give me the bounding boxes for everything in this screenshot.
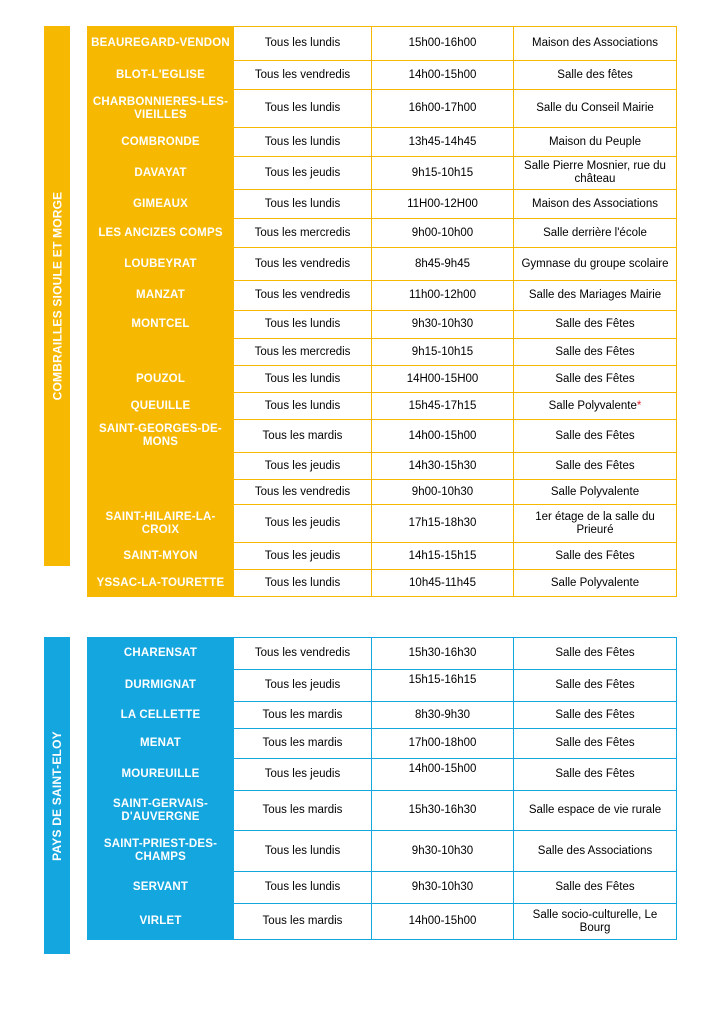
day-cell <box>234 366 372 393</box>
table-row <box>88 729 677 759</box>
day-text: Tous les mardis <box>262 429 343 442</box>
time-text: 14h30-15h30 <box>408 459 477 472</box>
time-cell <box>372 190 514 219</box>
divider-strip <box>70 637 87 954</box>
commune-cell <box>88 128 234 157</box>
time-cell <box>372 759 514 791</box>
table-row <box>88 420 677 453</box>
table-row <box>88 453 677 480</box>
time-cell <box>372 791 514 831</box>
time-text: 9h00-10h30 <box>411 485 474 498</box>
place-cell <box>514 570 677 597</box>
commune-cell <box>88 791 234 831</box>
region-label-combrailles <box>44 26 70 566</box>
commune-cell <box>88 638 234 670</box>
commune-text: COMBRONDE <box>121 135 200 148</box>
day-cell <box>234 904 372 940</box>
day-text: Tous les jeudis <box>264 679 341 691</box>
time-cell <box>372 729 514 759</box>
day-cell <box>234 670 372 702</box>
time-cell <box>372 453 514 480</box>
commune-cell <box>88 190 234 219</box>
place-text: Salle des Fêtes <box>555 679 635 691</box>
place-text: Salle espace de vie rurale <box>528 804 662 816</box>
region-label-saint-eloy <box>44 637 70 954</box>
place-text: Maison des Associations <box>532 197 658 210</box>
time-text: 14h00-15h00 <box>408 68 477 81</box>
table-row <box>88 281 677 311</box>
time-text: 9h30-10h30 <box>411 318 474 330</box>
place-text: Salle des Fêtes <box>555 737 635 749</box>
day-cell <box>234 420 372 453</box>
place-cell <box>514 157 677 190</box>
place-text: Salle des Fêtes <box>555 429 635 442</box>
commune-text: MENAT <box>139 737 182 749</box>
table-row <box>88 570 677 597</box>
place-cell <box>514 759 677 791</box>
day-text: Tous les mercredis <box>254 345 351 358</box>
place-cell <box>514 791 677 831</box>
time-text: 15h30-16h30 <box>408 804 477 816</box>
commune-cell <box>88 420 234 453</box>
time-cell <box>372 480 514 505</box>
table-row <box>88 311 677 339</box>
place-text: Salle du Conseil Mairie <box>536 102 654 114</box>
commune-text: LOUBEYRAT <box>124 257 197 270</box>
day-text: Tous les vendredis <box>254 289 351 301</box>
time-cell <box>372 543 514 570</box>
table-row <box>88 248 677 281</box>
place-cell <box>514 366 677 393</box>
place-text: Salle Polyvalente <box>548 399 637 412</box>
commune-cell <box>88 872 234 904</box>
place-cell <box>514 831 677 872</box>
place-text: Salle des Fêtes <box>555 345 635 358</box>
time-cell <box>372 157 514 190</box>
place-cell <box>514 219 677 248</box>
divider-strip <box>70 26 87 566</box>
table-row <box>88 759 677 791</box>
time-text: 11h00-12h00 <box>409 289 476 301</box>
day-cell <box>234 128 372 157</box>
place-cell <box>514 248 677 281</box>
commune-text: CHARENSAT <box>123 647 198 659</box>
schedule-table-saint-eloy <box>87 637 677 940</box>
day-cell <box>234 480 372 505</box>
time-text: 11H00-12H00 <box>407 197 478 210</box>
commune-cell <box>88 219 234 248</box>
day-text: Tous les mercredis <box>254 226 351 239</box>
place-cell <box>514 190 677 219</box>
day-cell <box>234 831 372 872</box>
place-text: Maison des Associations <box>532 37 658 49</box>
time-cell <box>372 311 514 339</box>
commune-cell <box>88 543 234 570</box>
time-text: 9h00-10h00 <box>411 226 474 239</box>
commune-text: SAINT-GEORGES-DE-MONS <box>99 423 222 448</box>
table-row <box>88 872 677 904</box>
commune-text: SAINT-MYON <box>123 549 198 562</box>
table-row <box>88 90 677 128</box>
commune-text: BEAUREGARD-VENDON <box>91 37 230 49</box>
place-cell <box>514 872 677 904</box>
time-text: 8h30-9h30 <box>415 708 470 721</box>
day-cell <box>234 570 372 597</box>
time-text: 14H00-15H00 <box>406 372 479 385</box>
day-text: Tous les lundis <box>264 102 341 114</box>
table-row <box>88 904 677 940</box>
day-cell <box>234 729 372 759</box>
place-cell <box>514 61 677 90</box>
day-cell <box>234 281 372 311</box>
commune-text: LES ANCIZES COMPS <box>98 226 223 239</box>
day-cell <box>234 791 372 831</box>
time-cell <box>372 570 514 597</box>
commune-cell <box>88 311 234 339</box>
place-text: Salle des Fêtes <box>555 318 635 330</box>
place-text: Salle Polyvalente <box>550 576 640 589</box>
commune-cell <box>88 570 234 597</box>
time-cell <box>372 831 514 872</box>
time-text: 10h45-11h45 <box>409 576 476 589</box>
place-text: Salle Pierre Mosnier, rue du château <box>524 160 666 185</box>
commune-cell <box>88 831 234 872</box>
day-text: Tous les lundis <box>264 576 341 589</box>
day-cell <box>234 311 372 339</box>
time-cell <box>372 61 514 90</box>
day-text: Tous les lundis <box>264 135 341 148</box>
time-cell <box>372 638 514 670</box>
time-text: 15h00-16h00 <box>408 37 477 49</box>
commune-text: SAINT-PRIEST-DES-CHAMPS <box>103 838 218 863</box>
time-cell <box>372 90 514 128</box>
time-text: 15h30-16h30 <box>408 647 477 659</box>
commune-text: SERVANT <box>132 881 189 893</box>
time-text: 8h45-9h45 <box>415 257 470 270</box>
day-cell <box>234 453 372 480</box>
time-cell <box>372 393 514 420</box>
day-text: Tous les lundis <box>264 372 341 385</box>
place-text: Salle socio-culturelle, Le Bourg <box>532 908 658 934</box>
place-text: Maison du Peuple <box>548 135 642 148</box>
place-cell <box>514 453 677 480</box>
day-cell <box>234 90 372 128</box>
place-text: Salle des fêtes <box>557 68 633 81</box>
day-text: Tous les mardis <box>262 708 343 721</box>
commune-cell <box>88 366 234 393</box>
time-cell <box>372 219 514 248</box>
time-cell <box>372 872 514 904</box>
commune-cell <box>88 480 234 505</box>
time-cell <box>372 505 514 543</box>
place-cell <box>514 128 677 157</box>
commune-text: POUZOL <box>135 372 186 385</box>
schedule-table-body <box>88 638 677 940</box>
commune-cell <box>88 453 234 480</box>
day-cell <box>234 219 372 248</box>
time-cell <box>372 281 514 311</box>
table-row <box>88 480 677 505</box>
place-cell <box>514 670 677 702</box>
commune-text: VIRLET <box>139 915 182 927</box>
place-text: Salle des Fêtes <box>555 459 635 472</box>
table-row <box>88 543 677 570</box>
time-cell <box>372 702 514 729</box>
table-row <box>88 219 677 248</box>
time-text: 9h15-10h15 <box>411 166 474 179</box>
day-cell <box>234 190 372 219</box>
time-text: 9h30-10h30 <box>411 844 474 857</box>
place-cell <box>514 480 677 505</box>
time-cell <box>372 670 514 702</box>
table-row <box>88 831 677 872</box>
time-cell <box>372 904 514 940</box>
commune-text: MOUREUILLE <box>121 768 200 780</box>
commune-cell <box>88 759 234 791</box>
commune-cell <box>88 702 234 729</box>
place-text: Salle des Associations <box>537 844 653 857</box>
place-cell <box>514 420 677 453</box>
time-text: 14h00-15h00 <box>408 915 477 927</box>
day-text: Tous les vendredis <box>254 485 351 498</box>
table-row <box>88 27 677 61</box>
table-row <box>88 670 677 702</box>
table-row <box>88 190 677 219</box>
day-text: Tous les lundis <box>264 844 341 857</box>
place-text: Salle Polyvalente <box>550 485 640 498</box>
day-text: Tous les lundis <box>264 37 341 49</box>
commune-text: CHARBONNIERES-LES-VIEILLES <box>92 95 229 121</box>
place-cell <box>514 638 677 670</box>
table-row <box>88 61 677 90</box>
commune-cell <box>88 61 234 90</box>
commune-text: SAINT-GERVAIS-D'AUVERGNE <box>112 797 209 823</box>
place-text: Gymnase du groupe scolaire <box>521 257 669 270</box>
day-cell <box>234 339 372 366</box>
day-text: Tous les lundis <box>264 318 341 330</box>
time-cell <box>372 366 514 393</box>
day-text: Tous les vendredis <box>254 647 351 659</box>
table-row <box>88 128 677 157</box>
day-text: Tous les mardis <box>262 804 343 816</box>
place-text: Salle des Fêtes <box>555 708 635 721</box>
time-text: 15h45-17h15 <box>408 399 477 412</box>
time-text: 17h15-18h30 <box>408 517 477 529</box>
commune-text: DURMIGNAT <box>124 679 197 691</box>
time-text: 16h00-17h00 <box>408 102 477 114</box>
table-row <box>88 791 677 831</box>
time-text: 9h30-10h30 <box>411 881 474 893</box>
commune-text: LA CELLETTE <box>120 708 201 721</box>
place-cell <box>514 729 677 759</box>
table-row <box>88 366 677 393</box>
commune-cell <box>88 904 234 940</box>
table-row <box>88 339 677 366</box>
time-text: 14h15-15h15 <box>408 549 477 562</box>
place-text: Salle des Fêtes <box>555 881 635 893</box>
place-cell <box>514 543 677 570</box>
day-text: Tous les lundis <box>264 881 341 893</box>
commune-cell <box>88 339 234 366</box>
commune-cell <box>88 505 234 543</box>
table-row <box>88 157 677 190</box>
time-cell <box>372 339 514 366</box>
time-cell <box>372 27 514 61</box>
table-row <box>88 702 677 729</box>
time-text: 15h15-16h15 <box>408 674 477 686</box>
place-cell <box>514 281 677 311</box>
day-cell <box>234 393 372 420</box>
place-cell <box>514 339 677 366</box>
place-text: Salle des Fêtes <box>555 372 635 385</box>
place-text: Salle des Fêtes <box>555 647 635 659</box>
day-text: Tous les lundis <box>264 399 341 412</box>
place-text: Salle derrière l'école <box>543 226 647 239</box>
commune-text: GIMEAUX <box>132 197 189 210</box>
commune-cell <box>88 157 234 190</box>
place-text: Salle des Fêtes <box>555 549 635 562</box>
place-cell <box>514 393 677 420</box>
table-row <box>88 638 677 670</box>
day-text: Tous les lundis <box>264 197 341 210</box>
place-cell <box>514 505 677 543</box>
table-row <box>88 393 677 420</box>
day-text: Tous les mardis <box>262 915 343 927</box>
day-text: Tous les vendredis <box>254 68 351 81</box>
schedule-table-combrailles <box>87 26 677 597</box>
day-text: Tous les jeudis <box>264 549 341 562</box>
commune-cell <box>88 281 234 311</box>
commune-cell <box>88 729 234 759</box>
schedule-table-body <box>88 27 677 597</box>
commune-text: SAINT-HILAIRE-LA-CROIX <box>105 510 216 536</box>
time-text: 13h45-14h45 <box>408 135 477 148</box>
day-text: Tous les jeudis <box>264 459 341 472</box>
day-cell <box>234 759 372 791</box>
day-text: Tous les mardis <box>262 737 343 749</box>
time-text: 17h00-18h00 <box>408 737 477 749</box>
day-text: Tous les jeudis <box>264 166 341 179</box>
commune-cell <box>88 393 234 420</box>
time-cell <box>372 420 514 453</box>
day-text: Tous les vendredis <box>254 257 351 270</box>
commune-cell <box>88 670 234 702</box>
commune-text: DAVAYAT <box>134 166 187 179</box>
time-cell <box>372 248 514 281</box>
time-text: 9h15-10h15 <box>411 345 474 358</box>
day-cell <box>234 27 372 61</box>
day-cell <box>234 702 372 729</box>
day-text: Tous les jeudis <box>264 517 341 529</box>
place-cell <box>514 27 677 61</box>
day-cell <box>234 505 372 543</box>
place-text: 1er étage de la salle du Prieuré <box>535 510 655 536</box>
time-text: 14h00-15h00 <box>408 429 477 442</box>
place-cell <box>514 311 677 339</box>
commune-text: MONTCEL <box>131 318 190 330</box>
place-cell <box>514 702 677 729</box>
commune-text: QUEUILLE <box>130 399 191 412</box>
place-cell <box>514 904 677 940</box>
day-cell <box>234 638 372 670</box>
footnote-mark: * <box>636 399 642 412</box>
commune-cell <box>88 27 234 61</box>
region-title: PAYS DE SAINT-ELOY <box>50 730 65 861</box>
region-title: COMBRAILLES SIOULE ET MORGE <box>50 191 64 401</box>
commune-cell <box>88 248 234 281</box>
day-cell <box>234 61 372 90</box>
place-cell <box>514 90 677 128</box>
day-cell <box>234 543 372 570</box>
time-text: 14h00-15h00 <box>408 763 477 775</box>
place-text: Salle des Mariages Mairie <box>528 289 662 301</box>
day-cell <box>234 157 372 190</box>
commune-text: MANZAT <box>136 289 185 301</box>
commune-text: BLOT-L'EGLISE <box>115 68 206 81</box>
time-cell <box>372 128 514 157</box>
commune-cell <box>88 90 234 128</box>
commune-text: YSSAC-LA-TOURETTE <box>96 576 225 589</box>
day-cell <box>234 872 372 904</box>
day-text: Tous les jeudis <box>264 768 341 780</box>
table-row <box>88 505 677 543</box>
place-text: Salle des Fêtes <box>555 768 635 780</box>
day-cell <box>234 248 372 281</box>
